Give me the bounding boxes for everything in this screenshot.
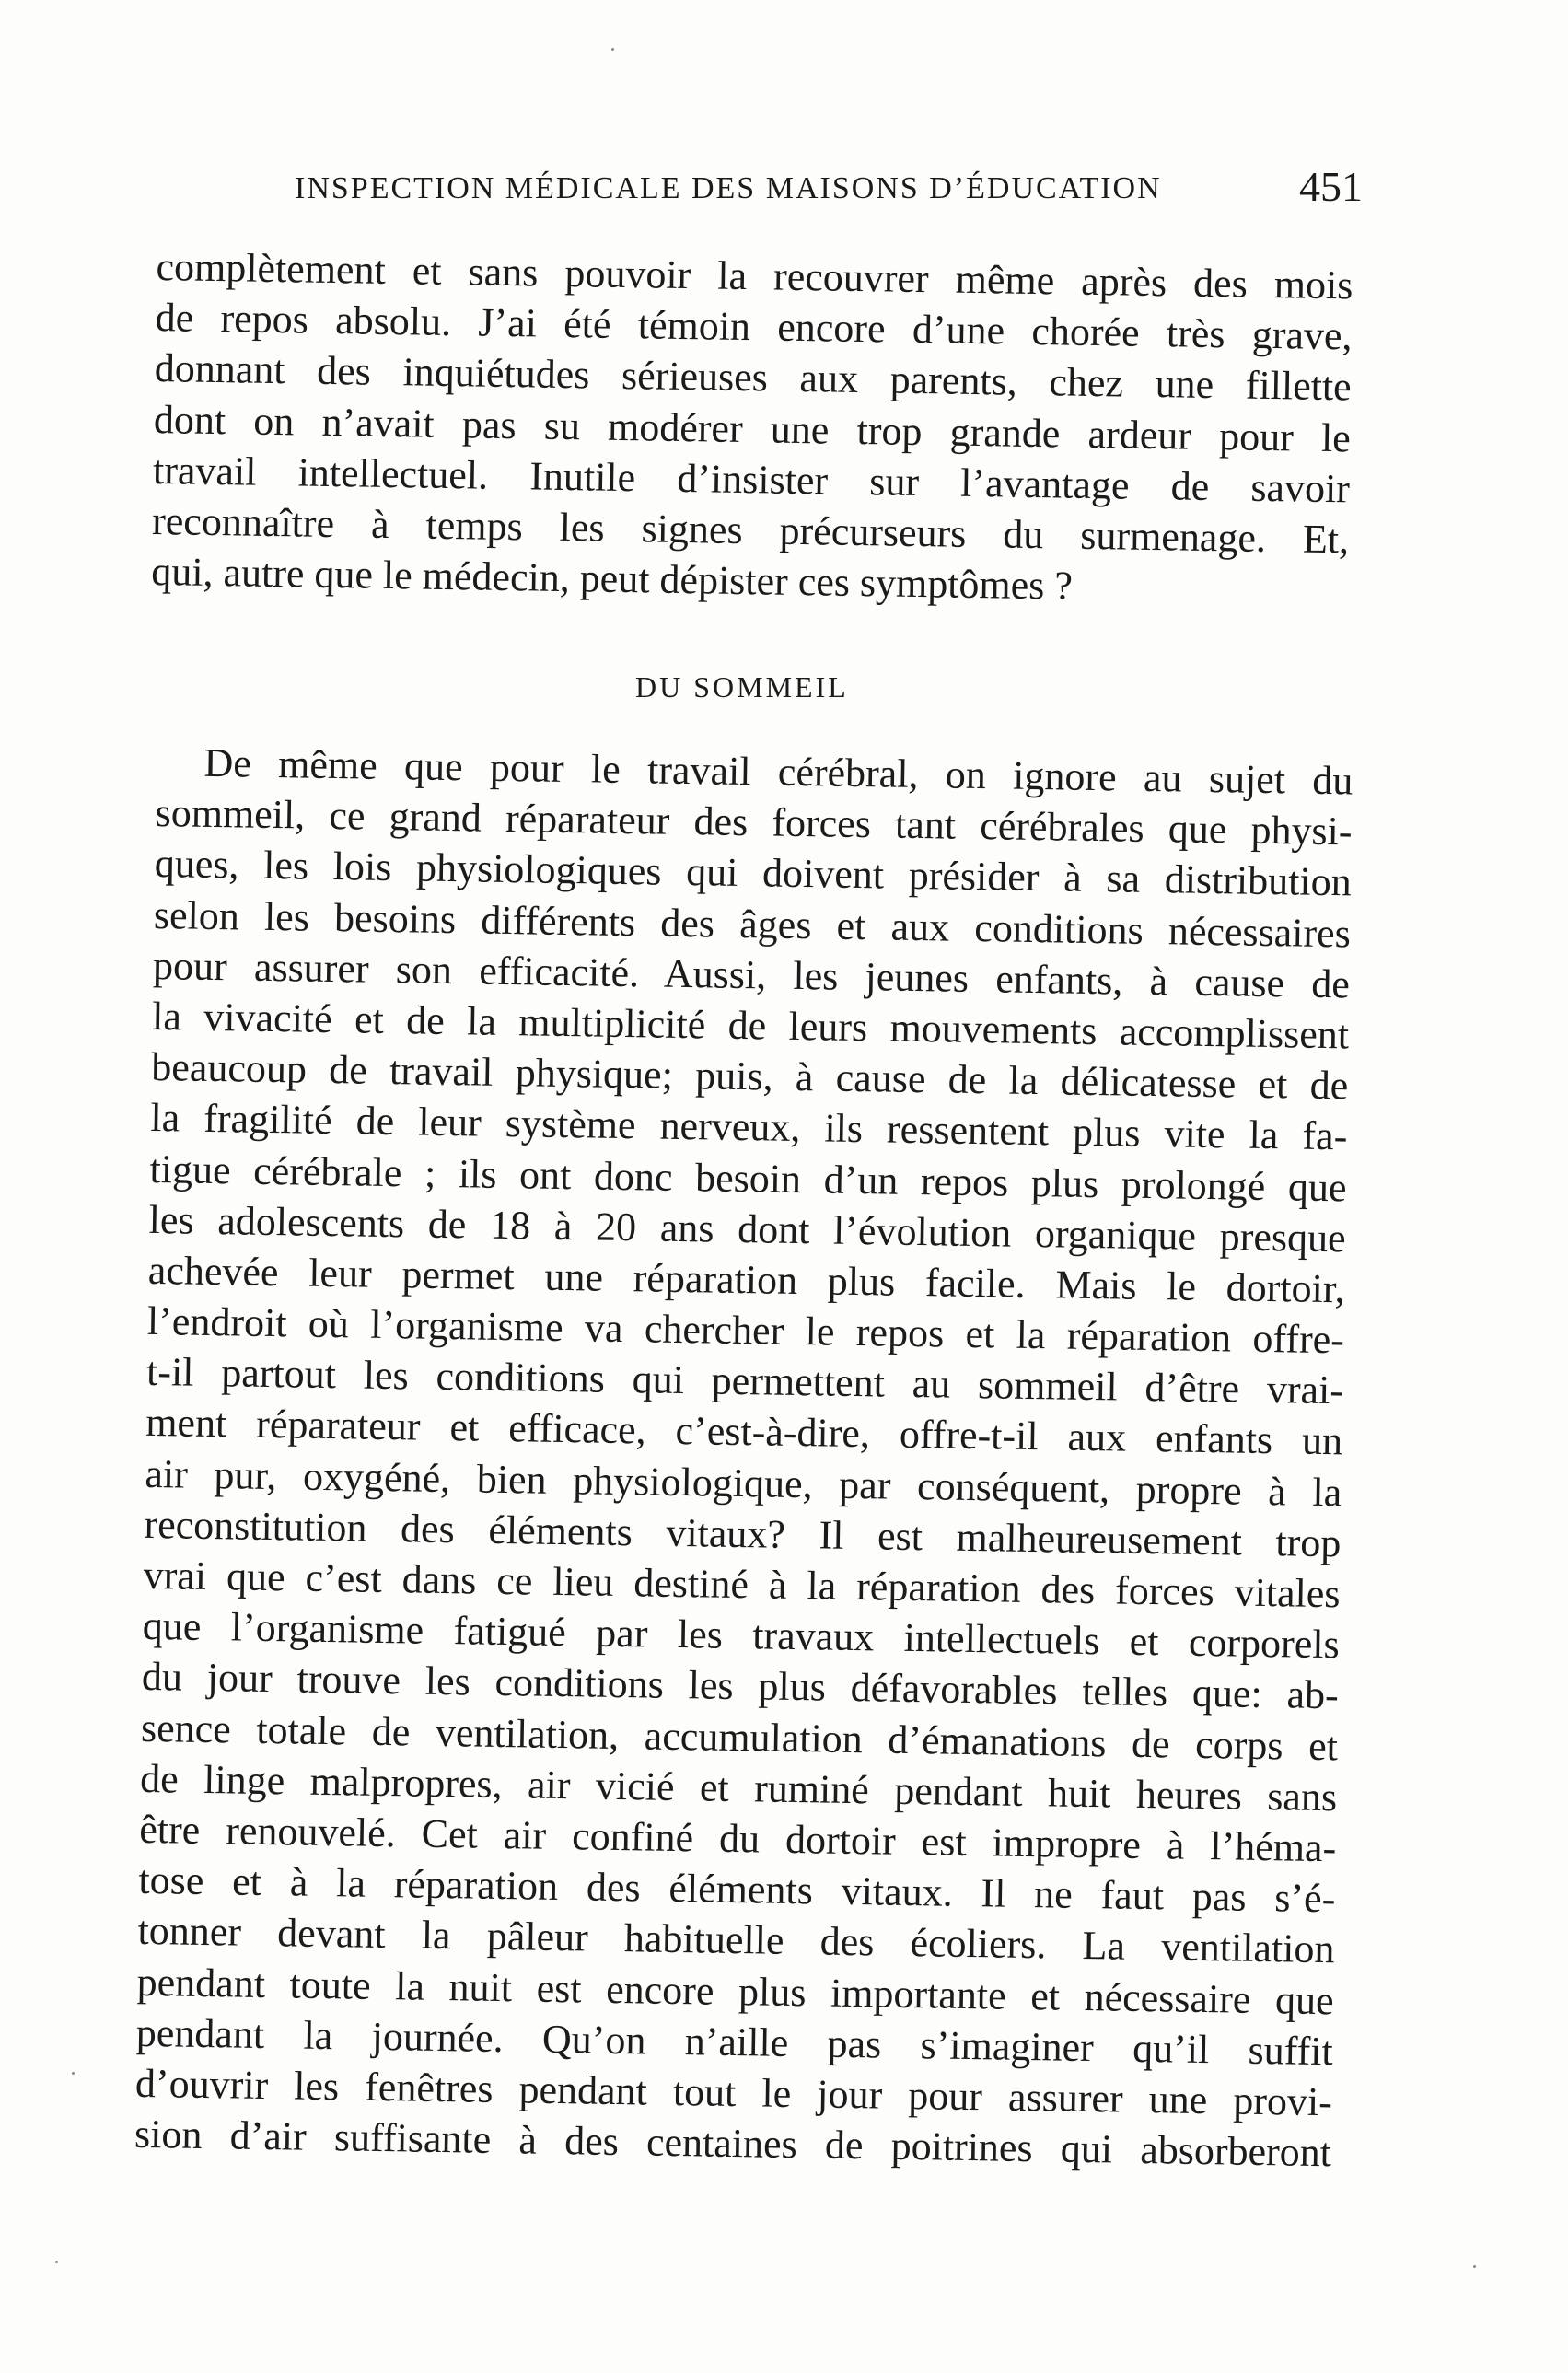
text-line: pendant la journée. Qu’on n’aille pas s’imaginer qu’il suffit	[135, 2009, 1334, 2074]
text-line: sence totale de ventilation, accumulation d’émanations de corps et	[140, 1704, 1339, 1769]
text-line: d’ouvrir les fenêtres pendant tout le jour pour assurer une provi-	[134, 2060, 1333, 2125]
section-title: DU SOMMEIL	[635, 670, 849, 704]
text-line: pendant toute la nuit est encore plus importante et nécessaire que	[136, 1959, 1334, 2023]
text-line: achevée leur permet une réparation plus facile. Mais le dortoir,	[147, 1247, 1346, 1312]
text-line: complètement et sans pouvoir la recouvrer même après des mois	[156, 243, 1353, 308]
text-line: être renouvelé. Cet air confiné du dortoir est impropre à l’héma-	[138, 1806, 1337, 1871]
paper-speck	[611, 48, 614, 51]
text-line: de repos absolu. J’ai été témoin encore d’une chorée très grave,	[155, 295, 1353, 359]
text-line: pour assurer son efficacité. Aussi, les jeunes enfants, à cause de	[152, 942, 1351, 1007]
text-line: selon les besoins différents des âges et aux conditions nécessaires	[153, 891, 1352, 956]
text-line: travail intellectuel. Inutile d’insister sur l’avantage de savoir	[152, 447, 1351, 512]
text-line: sommeil, ce grand réparateur des forces tant cérébrales que physi-	[155, 790, 1353, 855]
text-line: la fragilité de leur système nerveux, ils ressentent plus vite la fa-	[150, 1095, 1348, 1159]
running-title: INSPECTION MÉDICALE DES MAISONS D’ÉDUCATION	[295, 171, 1162, 205]
text-line: beaucoup de travail physique; puis, à cause de la délicatesse et de	[150, 1044, 1349, 1109]
text-line: sion d’air suffisante à des centaines de poitrines qui absorberont	[134, 2111, 1332, 2176]
text-line: du jour trouve les conditions les plus défavorables telles que: ab-	[141, 1654, 1340, 1718]
paper-speck	[1473, 2265, 1476, 2268]
text-line: donnant des inquiétudes sérieuses aux parents, chez une fillette	[154, 345, 1353, 410]
text-line: tonner devant la pâleur habituelle des écoliers. La ventilation	[137, 1908, 1335, 1972]
text-line: de linge malpropres, air vicié et ruminé pendant huit heures sans	[139, 1755, 1338, 1820]
text-line: reconstitution des éléments vitaux? Il est malheureusement trop	[144, 1501, 1342, 1566]
text-line: qui, autre que le médecin, peut dépister ces symptômes ?	[150, 549, 1074, 609]
paper-speck	[55, 2261, 58, 2263]
paper-speck	[72, 2072, 75, 2075]
text-line: t-il partout les conditions qui permettent au sommeil d’être vrai-	[145, 1349, 1344, 1413]
text-line: air pur, oxygéné, bien physiologique, par conséquent, propre à la	[145, 1450, 1342, 1515]
page-header	[295, 162, 1363, 217]
paragraph-continuation	[151, 241, 1353, 616]
text-line: dont on n’avait pas su modérer une trop grande ardeur pour le	[153, 396, 1352, 460]
text-line: que l’organisme fatigué par les travaux intellectuels et corporels	[142, 1603, 1341, 1668]
text-line: vrai que c’est dans ce lieu destiné à la réparation des forces vitales	[143, 1552, 1341, 1617]
text-line: la vivacité et de la multiplicité de leurs mouvements accomplissent	[151, 993, 1350, 1058]
text-line: ques, les lois physiologiques qui doivent présider à sa distribution	[154, 841, 1353, 905]
text-line: tose et à la réparation des éléments vitaux. Il ne faut pas s’é-	[138, 1856, 1336, 1922]
text-line: l’endroit où l’organisme va chercher le repos et la réparation offre-	[146, 1297, 1345, 1363]
text-line: les adolescents de 18 à 20 ans dont l’évolution organique presque	[148, 1196, 1346, 1262]
paragraph-du-sommeil	[134, 737, 1353, 2178]
text-line: De même que pour le travail cérébral, on ignore au sujet du	[203, 739, 1353, 804]
text-line: ment réparateur et efficace, c’est-à-dire, offre-t-il aux enfants un	[145, 1400, 1343, 1464]
text-line: tigue cérébrale ; ils ont donc besoin d’un repos plus prolongé que	[149, 1146, 1347, 1210]
text-line: reconnaître à temps les signes précurseurs du surmenage. Et,	[151, 497, 1350, 563]
page-number: 451	[1299, 163, 1363, 210]
